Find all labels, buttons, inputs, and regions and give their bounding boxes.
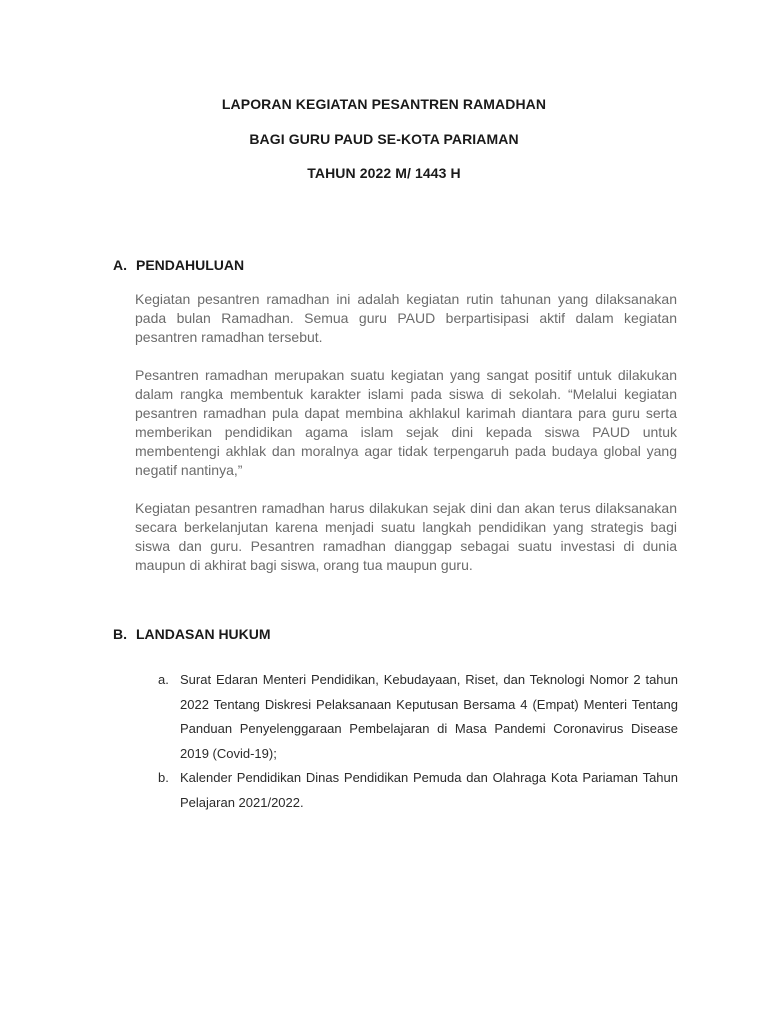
section-a-paragraph-3: Kegiatan pesantren ramadhan harus dilakukan sejak dini dan akan terus dilaksanakan secara berkelanjutan karena menjadi suatu langkah pendidikan yang strategis bagi siswa dan guru. Pesantren ramadhan dianggap sebagai suatu investasi di dunia maupun di akhirat bagi siswa, orang tua maupun guru. <box>135 500 677 573</box>
document-title-line-2: BAGI GURU PAUD SE-KOTA PARIAMAN <box>249 131 519 147</box>
list-item <box>158 668 678 766</box>
section-a-paragraph-2: Pesantren ramadhan merupakan suatu kegiatan yang sangat positif untuk dilakukan dalam rangka membentuk karakter islami pada siswa di sekolah. “Melalui kegiatan pesantren ramadhan pula dapat membina akhlakul karimah diantara para guru serta memberikan pendidikan agama islam sejak dini kepada siswa PAUD untuk membentengi akhlak dan moralnya agar tidak terpengaruh pada budaya global yang negatif nantinya,” <box>135 367 677 478</box>
list-item-marker: a. <box>158 672 169 687</box>
section-b-title: LANDASAN HUKUM <box>136 626 271 642</box>
list-item-text: Surat Edaran Menteri Pendidikan, Kebudayaan, Riset, dan Teknologi Nomor 2 tahun 2022 Tentang Diskresi Pelaksanaan Keputusan Bersama 4 (Empat) Menteri Tentang Panduan Penyelenggaraan Pembelajaran di Masa Pandemi Coronavirus Disease 2019 (Covid-19); <box>180 672 678 761</box>
section-a-number: A. <box>113 257 127 273</box>
document-title-line-1: LAPORAN KEGIATAN PESANTREN RAMADHAN <box>221 96 547 112</box>
legal-basis-list <box>158 668 678 815</box>
section-a-title: PENDAHULUAN <box>136 257 245 273</box>
document-title-line-3: TAHUN 2022 M/ 1443 H <box>307 165 461 181</box>
list-item-marker: b. <box>158 770 169 785</box>
section-b-heading <box>113 626 271 642</box>
section-a-paragraph-1: Kegiatan pesantren ramadhan ini adalah kegiatan rutin tahunan yang dilaksanakan pada bulan Ramadhan. Semua guru PAUD berpartisipasi aktif dalam kegiatan pesantren ramadhan tersebut. <box>135 291 677 345</box>
section-b-number: B. <box>113 626 127 642</box>
list-item <box>158 766 678 815</box>
list-item-text: Kalender Pendidikan Dinas Pendidikan Pemuda dan Olahraga Kota Pariaman Tahun Pelajaran 2021/2022. <box>180 770 678 810</box>
section-a-heading <box>113 257 244 273</box>
